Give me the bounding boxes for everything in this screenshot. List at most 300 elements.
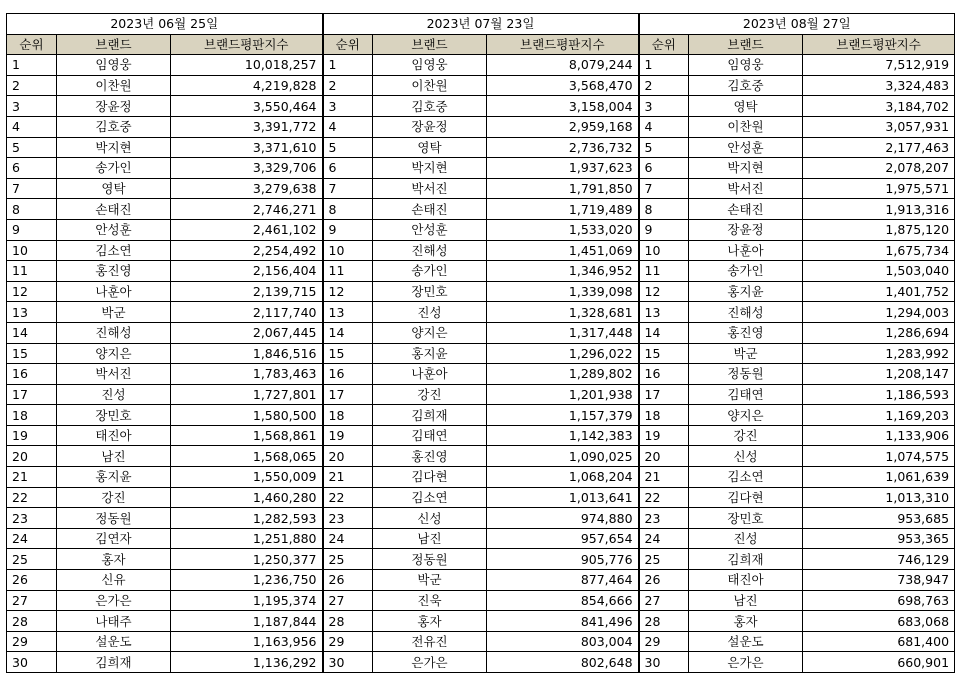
rank-cell: 23 [639, 508, 689, 529]
rank-cell: 29 [7, 631, 57, 652]
brand-cell: 진해성 [689, 302, 803, 323]
rank-cell: 15 [639, 343, 689, 364]
rank-cell: 26 [7, 570, 57, 591]
table-row [7, 343, 955, 364]
score-cell: 1,846,516 [171, 343, 323, 364]
brand-cell: 이찬원 [57, 75, 171, 96]
rank-cell: 6 [323, 158, 373, 179]
brand-cell: 홍자 [689, 611, 803, 632]
score-cell: 681,400 [803, 631, 955, 652]
rank-cell: 24 [7, 528, 57, 549]
score-cell: 2,736,732 [487, 137, 639, 158]
rank-cell: 6 [639, 158, 689, 179]
rank-cell: 22 [323, 487, 373, 508]
rank-cell: 17 [639, 384, 689, 405]
rank-header: 순위 [7, 34, 57, 55]
rank-cell: 12 [323, 281, 373, 302]
score-cell: 1,568,861 [171, 425, 323, 446]
brand-cell: 남진 [689, 590, 803, 611]
rank-cell: 19 [7, 425, 57, 446]
table-row [7, 178, 955, 199]
rank-cell: 2 [7, 75, 57, 96]
period-date-1: 2023년 06월 25일 [7, 14, 323, 35]
brand-cell: 장민호 [57, 405, 171, 426]
table-row [7, 528, 955, 549]
table-row [7, 240, 955, 261]
rank-cell: 1 [639, 55, 689, 76]
score-cell: 953,685 [803, 508, 955, 529]
table-row [7, 137, 955, 158]
score-cell: 1,163,956 [171, 631, 323, 652]
table-row [7, 261, 955, 282]
rank-header: 순위 [639, 34, 689, 55]
table-row [7, 652, 955, 673]
score-cell: 1,013,310 [803, 487, 955, 508]
score-cell: 1,251,880 [171, 528, 323, 549]
brand-cell: 남진 [57, 446, 171, 467]
score-cell: 3,391,772 [171, 116, 323, 137]
rank-cell: 12 [7, 281, 57, 302]
brand-cell: 박서진 [57, 364, 171, 385]
table-row [7, 75, 955, 96]
score-cell: 953,365 [803, 528, 955, 549]
brand-cell: 진해성 [57, 322, 171, 343]
rank-cell: 13 [639, 302, 689, 323]
brand-cell: 김소연 [373, 487, 487, 508]
brand-cell: 나훈아 [373, 364, 487, 385]
rank-cell: 22 [639, 487, 689, 508]
score-cell: 1,460,280 [171, 487, 323, 508]
brand-cell: 강진 [689, 425, 803, 446]
rank-cell: 5 [323, 137, 373, 158]
score-cell: 854,666 [487, 590, 639, 611]
score-cell: 1,294,003 [803, 302, 955, 323]
table-row [7, 219, 955, 240]
brand-cell: 김태연 [373, 425, 487, 446]
brand-cell: 안성훈 [689, 137, 803, 158]
rank-cell: 4 [639, 116, 689, 137]
rank-cell: 18 [323, 405, 373, 426]
brand-cell: 은가은 [689, 652, 803, 673]
table-row [7, 446, 955, 467]
brand-cell: 설운도 [57, 631, 171, 652]
brand-cell: 이찬원 [689, 116, 803, 137]
rank-cell: 27 [639, 590, 689, 611]
score-cell: 1,451,069 [487, 240, 639, 261]
score-cell: 660,901 [803, 652, 955, 673]
score-cell: 1,328,681 [487, 302, 639, 323]
rank-cell: 10 [639, 240, 689, 261]
rank-cell: 3 [323, 96, 373, 117]
table-row [7, 549, 955, 570]
rank-cell: 7 [323, 178, 373, 199]
brand-cell: 진해성 [373, 240, 487, 261]
period-date-2: 2023년 07월 23일 [323, 14, 639, 35]
brand-cell: 송가인 [373, 261, 487, 282]
brand-cell: 홍지윤 [57, 467, 171, 488]
score-cell: 3,329,706 [171, 158, 323, 179]
rank-cell: 9 [7, 219, 57, 240]
score-cell: 1,133,906 [803, 425, 955, 446]
rank-cell: 4 [323, 116, 373, 137]
brand-cell: 장민호 [373, 281, 487, 302]
brand-cell: 태진아 [689, 570, 803, 591]
rank-cell: 9 [323, 219, 373, 240]
table-row [7, 116, 955, 137]
table-row [7, 364, 955, 385]
rank-cell: 8 [639, 199, 689, 220]
table-row [7, 384, 955, 405]
score-cell: 877,464 [487, 570, 639, 591]
rank-cell: 1 [7, 55, 57, 76]
brand-cell: 박지현 [57, 137, 171, 158]
rank-cell: 8 [7, 199, 57, 220]
score-cell: 1,068,204 [487, 467, 639, 488]
brand-cell: 박서진 [689, 178, 803, 199]
brand-cell: 박서진 [373, 178, 487, 199]
brand-cell: 손태진 [57, 199, 171, 220]
score-cell: 1,187,844 [171, 611, 323, 632]
brand-cell: 나태주 [57, 611, 171, 632]
table-row [7, 158, 955, 179]
rank-cell: 18 [639, 405, 689, 426]
brand-cell: 영탁 [689, 96, 803, 117]
score-header: 브랜드평판지수 [171, 34, 323, 55]
score-cell: 1,339,098 [487, 281, 639, 302]
rank-cell: 7 [639, 178, 689, 199]
brand-cell: 태진아 [57, 425, 171, 446]
rank-cell: 17 [7, 384, 57, 405]
brand-header: 브랜드 [689, 34, 803, 55]
score-cell: 1,568,065 [171, 446, 323, 467]
brand-cell: 박군 [57, 302, 171, 323]
brand-cell: 송가인 [57, 158, 171, 179]
score-cell: 3,158,004 [487, 96, 639, 117]
brand-cell: 손태진 [689, 199, 803, 220]
table-row [7, 508, 955, 529]
brand-cell: 정동원 [689, 364, 803, 385]
ranking-table-container [6, 13, 954, 673]
score-cell: 683,068 [803, 611, 955, 632]
score-cell: 1,061,639 [803, 467, 955, 488]
rank-cell: 23 [7, 508, 57, 529]
rank-cell: 8 [323, 199, 373, 220]
brand-cell: 나훈아 [689, 240, 803, 261]
brand-cell: 남진 [373, 528, 487, 549]
brand-cell: 진성 [373, 302, 487, 323]
brand-cell: 안성훈 [57, 219, 171, 240]
rank-cell: 14 [7, 322, 57, 343]
brand-header: 브랜드 [373, 34, 487, 55]
brand-cell: 장윤정 [373, 116, 487, 137]
score-cell: 1,186,593 [803, 384, 955, 405]
brand-cell: 양지은 [373, 322, 487, 343]
score-cell: 1,286,694 [803, 322, 955, 343]
score-cell: 1,236,750 [171, 570, 323, 591]
rank-cell: 23 [323, 508, 373, 529]
score-cell: 4,219,828 [171, 75, 323, 96]
rank-cell: 25 [639, 549, 689, 570]
rank-cell: 5 [7, 137, 57, 158]
table-row [7, 96, 955, 117]
score-cell: 3,324,483 [803, 75, 955, 96]
rank-cell: 14 [323, 322, 373, 343]
score-cell: 738,947 [803, 570, 955, 591]
rank-cell: 20 [639, 446, 689, 467]
score-cell: 1,282,593 [171, 508, 323, 529]
rank-cell: 10 [323, 240, 373, 261]
rank-cell: 27 [323, 590, 373, 611]
score-cell: 1,208,147 [803, 364, 955, 385]
score-header: 브랜드평판지수 [487, 34, 639, 55]
rank-cell: 28 [639, 611, 689, 632]
rank-cell: 12 [639, 281, 689, 302]
brand-cell: 진성 [57, 384, 171, 405]
score-cell: 1,283,992 [803, 343, 955, 364]
rank-cell: 20 [323, 446, 373, 467]
brand-cell: 박지현 [373, 158, 487, 179]
rank-cell: 21 [323, 467, 373, 488]
brand-cell: 박군 [689, 343, 803, 364]
brand-cell: 김다현 [373, 467, 487, 488]
score-cell: 1,913,316 [803, 199, 955, 220]
score-cell: 1,074,575 [803, 446, 955, 467]
rank-cell: 11 [639, 261, 689, 282]
rank-cell: 2 [323, 75, 373, 96]
table-row [7, 281, 955, 302]
brand-cell: 영탁 [57, 178, 171, 199]
brand-cell: 김희재 [373, 405, 487, 426]
score-cell: 841,496 [487, 611, 639, 632]
score-cell: 1,250,377 [171, 549, 323, 570]
rank-cell: 28 [7, 611, 57, 632]
rank-cell: 18 [7, 405, 57, 426]
score-cell: 2,078,207 [803, 158, 955, 179]
rank-cell: 26 [323, 570, 373, 591]
score-cell: 1,157,379 [487, 405, 639, 426]
brand-cell: 김다현 [689, 487, 803, 508]
score-cell: 2,117,740 [171, 302, 323, 323]
score-cell: 1,875,120 [803, 219, 955, 240]
rank-cell: 21 [639, 467, 689, 488]
rank-cell: 15 [7, 343, 57, 364]
table-row [7, 590, 955, 611]
rank-cell: 15 [323, 343, 373, 364]
rank-cell: 30 [639, 652, 689, 673]
rank-cell: 11 [323, 261, 373, 282]
table-row [7, 631, 955, 652]
brand-cell: 홍지윤 [689, 281, 803, 302]
table-row [7, 425, 955, 446]
rank-cell: 4 [7, 116, 57, 137]
brand-cell: 임영웅 [57, 55, 171, 76]
brand-cell: 안성훈 [373, 219, 487, 240]
table-row [7, 467, 955, 488]
score-cell: 1,195,374 [171, 590, 323, 611]
rank-cell: 16 [323, 364, 373, 385]
score-cell: 1,289,802 [487, 364, 639, 385]
rank-cell: 6 [7, 158, 57, 179]
rank-cell: 20 [7, 446, 57, 467]
brand-cell: 홍진영 [57, 261, 171, 282]
brand-cell: 나훈아 [57, 281, 171, 302]
brand-cell: 강진 [57, 487, 171, 508]
score-cell: 3,279,638 [171, 178, 323, 199]
score-cell: 746,129 [803, 549, 955, 570]
table-row [7, 302, 955, 323]
rank-cell: 10 [7, 240, 57, 261]
brand-cell: 은가은 [373, 652, 487, 673]
rank-cell: 16 [639, 364, 689, 385]
brand-cell: 정동원 [57, 508, 171, 529]
score-cell: 905,776 [487, 549, 639, 570]
score-cell: 3,568,470 [487, 75, 639, 96]
score-cell: 1,675,734 [803, 240, 955, 261]
brand-cell: 김호중 [689, 75, 803, 96]
rank-cell: 29 [323, 631, 373, 652]
brand-cell: 홍자 [373, 611, 487, 632]
rank-cell: 13 [323, 302, 373, 323]
brand-cell: 박군 [373, 570, 487, 591]
score-cell: 2,461,102 [171, 219, 323, 240]
score-cell: 1,719,489 [487, 199, 639, 220]
rank-cell: 25 [323, 549, 373, 570]
table-row [7, 570, 955, 591]
brand-cell: 김소연 [57, 240, 171, 261]
rank-cell: 3 [639, 96, 689, 117]
score-cell: 2,139,715 [171, 281, 323, 302]
rank-cell: 11 [7, 261, 57, 282]
score-cell: 2,177,463 [803, 137, 955, 158]
score-cell: 1,296,022 [487, 343, 639, 364]
score-cell: 3,371,610 [171, 137, 323, 158]
column-header-row [7, 34, 955, 55]
date-header-row [7, 14, 955, 35]
score-cell: 803,004 [487, 631, 639, 652]
rank-cell: 17 [323, 384, 373, 405]
table-row [7, 322, 955, 343]
rank-cell: 22 [7, 487, 57, 508]
brand-cell: 김호중 [57, 116, 171, 137]
rank-cell: 3 [7, 96, 57, 117]
score-cell: 1,201,938 [487, 384, 639, 405]
score-cell: 1,090,025 [487, 446, 639, 467]
table-row [7, 487, 955, 508]
score-cell: 802,648 [487, 652, 639, 673]
rank-cell: 24 [639, 528, 689, 549]
brand-cell: 김소연 [689, 467, 803, 488]
brand-cell: 신유 [57, 570, 171, 591]
brand-cell: 임영웅 [689, 55, 803, 76]
rank-cell: 16 [7, 364, 57, 385]
table-row [7, 55, 955, 76]
rank-cell: 14 [639, 322, 689, 343]
brand-cell: 은가은 [57, 590, 171, 611]
score-cell: 1,975,571 [803, 178, 955, 199]
score-cell: 1,580,500 [171, 405, 323, 426]
brand-cell: 송가인 [689, 261, 803, 282]
brand-cell: 김희재 [689, 549, 803, 570]
brand-cell: 진성 [689, 528, 803, 549]
rank-cell: 29 [639, 631, 689, 652]
score-cell: 3,184,702 [803, 96, 955, 117]
rank-cell: 24 [323, 528, 373, 549]
rank-cell: 26 [639, 570, 689, 591]
period-date-3: 2023년 08월 27일 [639, 14, 955, 35]
rank-cell: 28 [323, 611, 373, 632]
score-cell: 1,142,383 [487, 425, 639, 446]
rank-cell: 30 [7, 652, 57, 673]
score-cell: 8,079,244 [487, 55, 639, 76]
score-cell: 1,013,641 [487, 487, 639, 508]
rank-cell: 9 [639, 219, 689, 240]
brand-cell: 장윤정 [689, 219, 803, 240]
ranking-rows [7, 55, 955, 673]
rank-cell: 5 [639, 137, 689, 158]
rank-cell: 19 [639, 425, 689, 446]
rank-cell: 19 [323, 425, 373, 446]
brand-cell: 양지은 [57, 343, 171, 364]
brand-reputation-table [6, 13, 955, 673]
brand-cell: 이찬원 [373, 75, 487, 96]
brand-cell: 김태연 [689, 384, 803, 405]
score-cell: 3,057,931 [803, 116, 955, 137]
rank-cell: 27 [7, 590, 57, 611]
score-cell: 1,550,009 [171, 467, 323, 488]
score-cell: 1,136,292 [171, 652, 323, 673]
brand-cell: 강진 [373, 384, 487, 405]
brand-cell: 설운도 [689, 631, 803, 652]
score-cell: 2,067,445 [171, 322, 323, 343]
brand-cell: 정동원 [373, 549, 487, 570]
score-cell: 2,156,404 [171, 261, 323, 282]
brand-cell: 홍진영 [373, 446, 487, 467]
rank-cell: 1 [323, 55, 373, 76]
score-cell: 1,727,801 [171, 384, 323, 405]
brand-cell: 신성 [689, 446, 803, 467]
table-row [7, 611, 955, 632]
brand-cell: 양지은 [689, 405, 803, 426]
score-cell: 1,346,952 [487, 261, 639, 282]
score-cell: 974,880 [487, 508, 639, 529]
brand-cell: 박지현 [689, 158, 803, 179]
score-cell: 10,018,257 [171, 55, 323, 76]
brand-cell: 홍지윤 [373, 343, 487, 364]
score-cell: 2,746,271 [171, 199, 323, 220]
brand-cell: 김연자 [57, 528, 171, 549]
rank-cell: 2 [639, 75, 689, 96]
score-header: 브랜드평판지수 [803, 34, 955, 55]
score-cell: 1,791,850 [487, 178, 639, 199]
table-row [7, 199, 955, 220]
brand-cell: 영탁 [373, 137, 487, 158]
score-cell: 1,783,463 [171, 364, 323, 385]
rank-cell: 13 [7, 302, 57, 323]
rank-cell: 30 [323, 652, 373, 673]
brand-cell: 홍진영 [689, 322, 803, 343]
rank-cell: 21 [7, 467, 57, 488]
score-cell: 1,937,623 [487, 158, 639, 179]
brand-cell: 전유진 [373, 631, 487, 652]
score-cell: 1,533,020 [487, 219, 639, 240]
table-row [7, 405, 955, 426]
brand-cell: 장윤정 [57, 96, 171, 117]
brand-cell: 손태진 [373, 199, 487, 220]
score-cell: 957,654 [487, 528, 639, 549]
score-cell: 1,401,752 [803, 281, 955, 302]
rank-cell: 25 [7, 549, 57, 570]
brand-cell: 신성 [373, 508, 487, 529]
